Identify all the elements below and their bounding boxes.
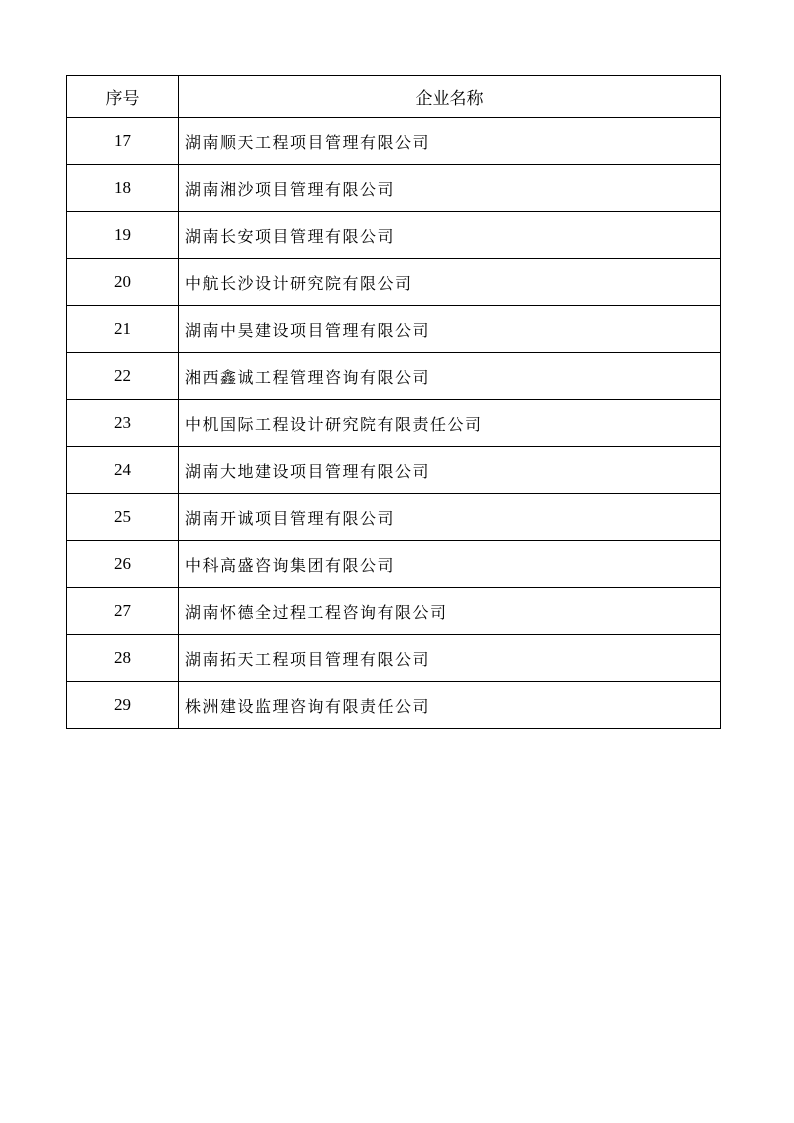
row-enterprise-name: 株洲建设监理咨询有限责任公司	[179, 682, 721, 729]
header-enterprise-name: 企业名称	[179, 76, 721, 118]
row-enterprise-name: 湖南大地建设项目管理有限公司	[179, 447, 721, 494]
row-enterprise-name: 湖南怀德全过程工程咨询有限公司	[179, 588, 721, 635]
row-enterprise-name: 中机国际工程设计研究院有限责任公司	[179, 400, 721, 447]
row-serial-number: 27	[67, 588, 179, 635]
table-header-row	[67, 76, 721, 118]
row-enterprise-name: 中科高盛咨询集团有限公司	[179, 541, 721, 588]
table-row	[67, 400, 721, 447]
table-row	[67, 212, 721, 259]
row-enterprise-name: 湖南开诚项目管理有限公司	[179, 494, 721, 541]
row-serial-number: 24	[67, 447, 179, 494]
table-row	[67, 494, 721, 541]
header-serial-number: 序号	[67, 76, 179, 118]
table-row	[67, 682, 721, 729]
row-serial-number: 23	[67, 400, 179, 447]
table-row	[67, 118, 721, 165]
row-enterprise-name: 湘西鑫诚工程管理咨询有限公司	[179, 353, 721, 400]
table-row	[67, 447, 721, 494]
table-row	[67, 259, 721, 306]
row-serial-number: 20	[67, 259, 179, 306]
row-serial-number: 25	[67, 494, 179, 541]
row-serial-number: 21	[67, 306, 179, 353]
row-enterprise-name: 湖南拓天工程项目管理有限公司	[179, 635, 721, 682]
row-enterprise-name: 湖南中昊建设项目管理有限公司	[179, 306, 721, 353]
table-row	[67, 588, 721, 635]
row-enterprise-name: 湖南顺天工程项目管理有限公司	[179, 118, 721, 165]
table-row	[67, 353, 721, 400]
table-row	[67, 306, 721, 353]
row-enterprise-name: 湖南长安项目管理有限公司	[179, 212, 721, 259]
table-body	[67, 118, 721, 729]
table-row	[67, 635, 721, 682]
row-serial-number: 18	[67, 165, 179, 212]
table-row	[67, 541, 721, 588]
row-enterprise-name: 湖南湘沙项目管理有限公司	[179, 165, 721, 212]
row-serial-number: 28	[67, 635, 179, 682]
enterprise-table	[66, 75, 721, 729]
row-serial-number: 19	[67, 212, 179, 259]
row-serial-number: 17	[67, 118, 179, 165]
row-enterprise-name: 中航长沙设计研究院有限公司	[179, 259, 721, 306]
row-serial-number: 22	[67, 353, 179, 400]
row-serial-number: 29	[67, 682, 179, 729]
row-serial-number: 26	[67, 541, 179, 588]
table-row	[67, 165, 721, 212]
